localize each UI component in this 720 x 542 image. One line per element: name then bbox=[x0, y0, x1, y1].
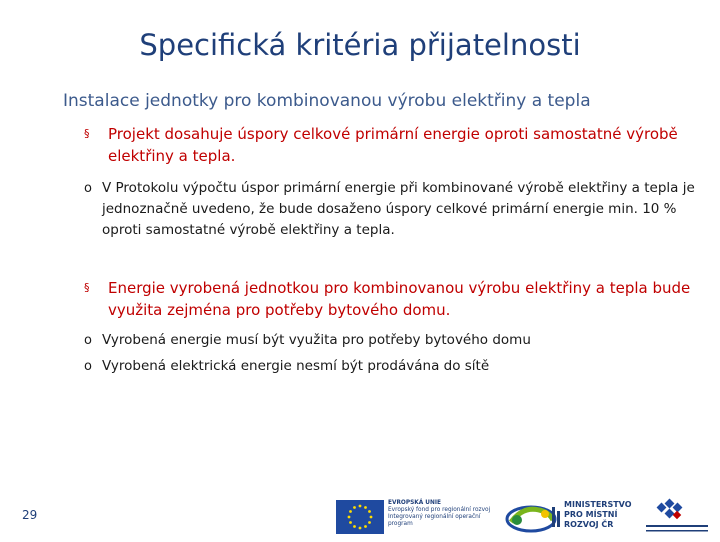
integrated-program-logo bbox=[503, 500, 559, 534]
sub-bullet-text: Vyrobená energie musí být využita pro potřeby bytového domu bbox=[102, 332, 531, 348]
bullet-marker: § bbox=[84, 281, 90, 294]
sub-bullet-marker: o bbox=[84, 359, 92, 374]
sub-bullet-text: Vyrobená elektrická energie nesmí být prodávána do sítě bbox=[102, 358, 490, 374]
bullet-text: Projekt dosahuje úspory celkové primární energie oproti samostatné výrobě elektřiny a tepla. bbox=[108, 125, 678, 165]
regional-development-center-logo bbox=[638, 498, 716, 538]
bullet-criterion-1 bbox=[84, 123, 714, 167]
eu-program-line: Integrovaný regionální operační program bbox=[388, 514, 481, 527]
ministry-text bbox=[564, 500, 632, 530]
ministry-line-2: PRO MÍSTNÍ bbox=[564, 510, 618, 519]
slide-subtitle: Instalace jednotky pro kombinovanou výrobu elektřiny a tepla bbox=[63, 91, 591, 111]
ministry-line-3: ROZVOJ ČR bbox=[564, 520, 614, 529]
page-number: 29 bbox=[22, 508, 38, 522]
eu-title: EVROPSKÁ UNIE bbox=[388, 500, 441, 506]
sub-bullet-marker: o bbox=[84, 333, 92, 348]
eu-fund-line: Evropský fond pro regionální rozvoj bbox=[388, 507, 491, 513]
bullet-text: Energie vyrobená jednotkou pro kombinovanou výrobu elektřiny a tepla bude využita zejména pro potřeby bytového domu. bbox=[108, 279, 691, 319]
bullet-marker: § bbox=[84, 127, 90, 140]
slide-title: Specifická kritéria přijatelnosti bbox=[139, 28, 581, 62]
sub-bullet-2-1 bbox=[84, 330, 704, 351]
sub-bullet-1-1 bbox=[84, 178, 704, 241]
eu-flag-logo bbox=[336, 500, 384, 534]
ministry-line-1: MINISTERSTVO bbox=[564, 500, 632, 509]
ministry-mark-icon bbox=[552, 507, 562, 531]
bullet-criterion-2 bbox=[84, 277, 714, 321]
sub-bullet-2-2 bbox=[84, 356, 704, 377]
sub-bullet-text: V Protokolu výpočtu úspor primární energie při kombinované výrobě elektřiny a tepla je jednoznačně uvedeno, že bude dosaženo úspory celkové primární energie min. 10 % oproti samostatné výrobě elektřiny a tepla. bbox=[102, 180, 695, 238]
sub-bullet-marker: o bbox=[84, 181, 92, 196]
eu-text-block bbox=[388, 500, 498, 528]
